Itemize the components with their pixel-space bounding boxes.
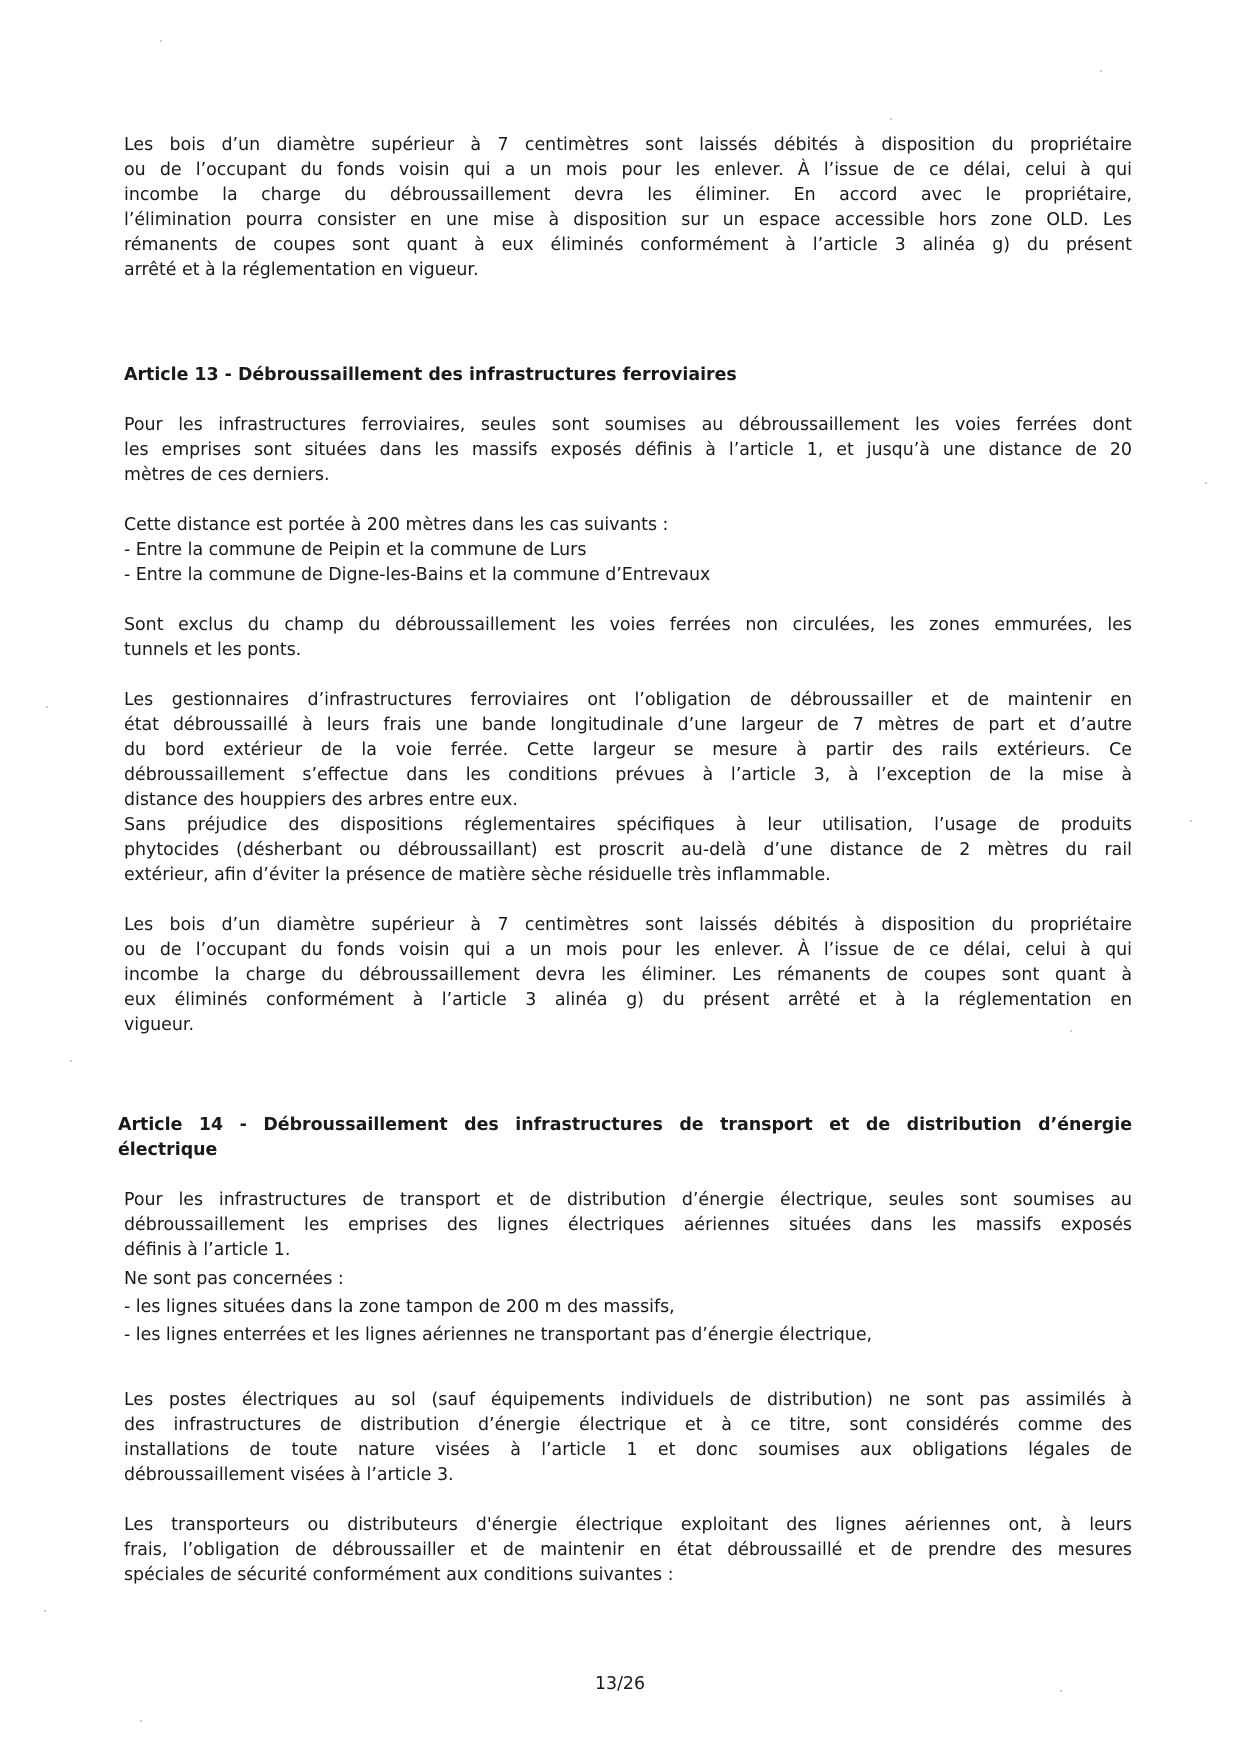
scan-speck bbox=[1100, 70, 1102, 72]
article-14-paragraph-1 bbox=[124, 1188, 1132, 1263]
text-line: installations de toute nature visées à l’article 1 et donc soumises aux obligations légales de bbox=[124, 1440, 1132, 1460]
article-13-paragraph-4 bbox=[124, 688, 1132, 888]
text-line: Sans préjudice des dispositions réglementaires spécifiques à leur utilisation, l’usage de produits bbox=[124, 815, 1132, 835]
exclusions-label: Ne sont pas concernées : bbox=[124, 1269, 344, 1289]
list-item: - Entre la commune de Peipin et la commune de Lurs bbox=[124, 540, 587, 560]
text-line: débroussaillement visées à l’article 3. bbox=[124, 1465, 454, 1485]
text-line: Les bois d’un diamètre supérieur à 7 centimètres sont laissés débités à disposition du propriétaire bbox=[124, 135, 1132, 155]
article-14-paragraph-3 bbox=[124, 1513, 1132, 1588]
article-13-paragraph-1 bbox=[124, 413, 1132, 488]
scan-speck bbox=[140, 1720, 142, 1722]
scan-speck bbox=[890, 118, 892, 120]
text-line: débroussaillement s’effectue dans les conditions prévues à l’article 3, à l’exception de la mise à bbox=[124, 765, 1132, 785]
scan-speck bbox=[1190, 820, 1192, 822]
text-line: les emprises sont situées dans les massifs exposés définis à l’article 1, et jusqu’à une distance de 20 bbox=[124, 440, 1132, 460]
list-item: - les lignes situées dans la zone tampon de 200 m des massifs, bbox=[124, 1297, 675, 1317]
text-line: Sont exclus du champ du débroussaillement les voies ferrées non circulées, les zones emmurées, les bbox=[124, 615, 1132, 635]
text-line: état débroussaillé à leurs frais une bande longitudinale d’une largeur de 7 mètres de part et d’autre bbox=[124, 715, 1132, 735]
text-line: définis à l’article 1. bbox=[124, 1240, 291, 1260]
text-line: incombe la charge du débroussaillement devra les éliminer. En accord avec le propriétaire, bbox=[124, 185, 1132, 205]
text-line: distance des houppiers des arbres entre eux. bbox=[124, 790, 518, 810]
article-14-paragraph-2 bbox=[124, 1388, 1132, 1488]
text-line: mètres de ces derniers. bbox=[124, 465, 330, 485]
article-14-exclusions bbox=[124, 1265, 1132, 1349]
article-13-paragraph-3 bbox=[124, 613, 1132, 663]
scan-speck bbox=[160, 40, 162, 42]
text-line: spéciales de sécurité conformément aux conditions suivantes : bbox=[124, 1565, 674, 1585]
text-line: Les gestionnaires d’infrastructures ferroviaires ont l’obligation de débroussailler et de maintenir en bbox=[124, 690, 1132, 710]
text-line: extérieur, afin d’éviter la présence de matière sèche résiduelle très inflammable. bbox=[124, 865, 831, 885]
article-13-paragraph-5 bbox=[124, 913, 1132, 1038]
list-item: - Entre la commune de Digne-les-Bains et la commune d’Entrevaux bbox=[124, 565, 711, 585]
text-line: arrêté et à la réglementation en vigueur. bbox=[124, 260, 479, 280]
text-line: Cette distance est portée à 200 mètres dans les cas suivants : bbox=[124, 515, 669, 535]
text-line: ou de l’occupant du fonds voisin qui a un mois pour les enlever. À l’issue de ce délai, celui à qui bbox=[124, 940, 1132, 960]
text-line: phytocides (désherbant ou débroussaillant) est proscrit au-delà d’une distance de 2 mètres du rail bbox=[124, 840, 1132, 860]
list-item: - les lignes enterrées et les lignes aériennes ne transportant pas d’énergie électrique, bbox=[124, 1325, 873, 1345]
text-line: ou de l’occupant du fonds voisin qui a un mois pour les enlever. À l’issue de ce délai, celui à qui bbox=[124, 160, 1132, 180]
page-number: 13/26 bbox=[594, 1674, 646, 1694]
text-line: débroussaillement les emprises des lignes électriques aériennes situées dans les massifs exposés bbox=[124, 1215, 1132, 1235]
text-line: Les transporteurs ou distributeurs d'énergie électrique exploitant des lignes aériennes ont, à leurs bbox=[124, 1515, 1132, 1535]
text-line: l’élimination pourra consister en une mise à disposition sur un espace accessible hors zone OLD. Les bbox=[124, 210, 1132, 230]
text-line: du bord extérieur de la voie ferrée. Cette largeur se mesure à partir des rails extérieurs. Ce bbox=[124, 740, 1132, 760]
scan-speck bbox=[46, 706, 48, 708]
scan-speck bbox=[1070, 1030, 1072, 1032]
text-line: Pour les infrastructures ferroviaires, seules sont soumises au débroussaillement les voies ferrées dont bbox=[124, 415, 1132, 435]
text-line: vigueur. bbox=[124, 1015, 194, 1035]
text-line: frais, l’obligation de débroussailler et de maintenir en état débroussaillé et de prendre des mesures bbox=[124, 1540, 1132, 1560]
heading-line: électrique bbox=[118, 1140, 218, 1160]
article-13-paragraph-2 bbox=[124, 513, 1132, 588]
text-line: incombe la charge du débroussaillement devra les éliminer. Les rémanents de coupes sont quant à bbox=[124, 965, 1132, 985]
text-line: rémanents de coupes sont quant à eux éliminés conformément à l’article 3 alinéa g) du présent bbox=[124, 235, 1132, 255]
text-line: Les bois d’un diamètre supérieur à 7 centimètres sont laissés débités à disposition du propriétaire bbox=[124, 915, 1132, 935]
text-line: Les postes électriques au sol (sauf équipements individuels de distribution) ne sont pas assimilés à bbox=[124, 1390, 1132, 1410]
article-13-heading: Article 13 - Débroussaillement des infrastructures ferroviaires bbox=[124, 365, 737, 385]
heading-line: Article 14 - Débroussaillement des infrastructures de transport et de distribution d’énergie bbox=[118, 1115, 1132, 1135]
text-line: eux éliminés conformément à l’article 3 alinéa g) du présent arrêté et à la réglementation en bbox=[124, 990, 1132, 1010]
scan-speck bbox=[1205, 482, 1207, 484]
article-14-heading bbox=[118, 1113, 1132, 1163]
text-line: des infrastructures de distribution d’énergie électrique et à ce titre, sont considérés comme des bbox=[124, 1415, 1132, 1435]
text-line: Pour les infrastructures de transport et de distribution d’énergie électrique, seules sont soumises au bbox=[124, 1190, 1132, 1210]
scan-speck bbox=[1060, 1690, 1062, 1692]
intro-paragraph bbox=[124, 133, 1132, 283]
text-line: tunnels et les ponts. bbox=[124, 640, 302, 660]
scan-speck bbox=[70, 1060, 72, 1062]
scan-speck bbox=[44, 1610, 46, 1612]
